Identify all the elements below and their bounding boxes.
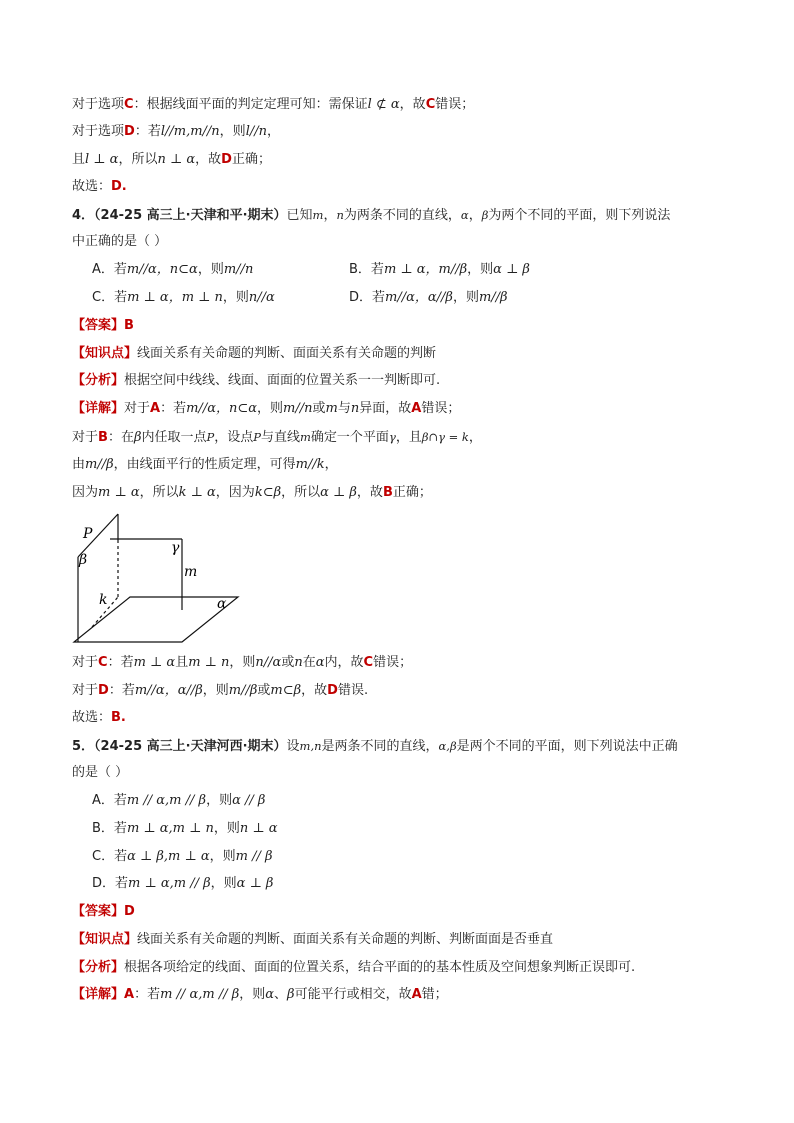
q4-stem-cont: 中正确的是（ ） bbox=[72, 234, 168, 249]
q3-conclusion-line: 且l ⊥ α，所以n ⊥ α，故D正确； bbox=[72, 152, 271, 167]
label-beta: β bbox=[79, 552, 88, 568]
q4-knowledge: 【知识点】线面关系有关命题的判断、面面关系有关命题的判断 bbox=[72, 346, 437, 361]
q4-detail-a: 【详解】对于A：若m//α，n⊂α，则m//n或m与n异面，故A错误； bbox=[72, 401, 461, 416]
q3-choice-line: 故选：D. bbox=[72, 179, 127, 194]
q4-analysis: 【分析】根据空间中线线、线面、面面的位置关系一一判断即可. bbox=[72, 373, 441, 388]
q5-knowledge: 【知识点】线面关系有关命题的判断、面面关系有关命题的判断、判断面面是否垂直 bbox=[72, 932, 554, 947]
q4-choice: 故选：B. bbox=[72, 710, 126, 725]
q5-option-d[interactable]: D．若m ⊥ α,m // β，则α ⊥ β bbox=[92, 876, 274, 891]
label-gamma: γ bbox=[171, 540, 180, 556]
q5-analysis: 【分析】根据各项给定的线面、面面的位置关系，结合平面的的基本性质及空间想象判断正误即可. bbox=[72, 960, 636, 975]
label-alpha: α bbox=[217, 596, 227, 612]
q5-option-c[interactable]: C．若α ⊥ β,m ⊥ α，则m // β bbox=[92, 849, 273, 864]
label-m: m bbox=[184, 564, 198, 580]
q4-option-a[interactable]: A．若m//α，n⊂α，则m//n bbox=[92, 262, 254, 277]
q4-option-c[interactable]: C．若m ⊥ α，m ⊥ n，则n//α bbox=[92, 290, 275, 305]
q4-detail-b2: 由m//β，由线面平行的性质定理，可得m//k， bbox=[72, 457, 338, 472]
q5-option-b[interactable]: B．若m ⊥ α,m ⊥ n，则n ⊥ α bbox=[92, 821, 278, 836]
q4-detail-d: 对于D：若m//α，α//β，则m//β或m⊂β，故D错误. bbox=[72, 683, 369, 698]
q3-option-d-line: 对于选项D：若l//m,m//n，则l//n， bbox=[72, 124, 280, 139]
q4-detail-b: 对于B：在β内任取一点P，设点P与直线m确定一个平面γ，且β∩γ = k， bbox=[72, 430, 482, 445]
q4-answer: 【答案】B bbox=[72, 318, 134, 333]
q5-stem-cont: 的是（ ） bbox=[72, 765, 129, 780]
q4-option-b[interactable]: B．若m ⊥ α，m//β，则α ⊥ β bbox=[349, 262, 530, 277]
q4-stem: 4．（24-25 高三上·天津和平·期末）已知m，n为两条不同的直线，α，β为两个不同的平面，则下列说法 bbox=[72, 208, 671, 223]
label-p: P bbox=[83, 526, 93, 542]
geometry-figure bbox=[70, 510, 245, 650]
q5-stem: 5．（24-25 高三上·天津河西·期末）设m,n是两条不同的直线，α,β是两个不同的平面，则下列说法中正确 bbox=[72, 739, 678, 754]
q4-detail-b3: 因为m ⊥ α，所以k ⊥ α，因为k⊂β，所以α ⊥ β，故B正确； bbox=[72, 485, 432, 500]
q5-option-a[interactable]: A．若m // α,m // β，则α // β bbox=[92, 793, 266, 808]
q5-answer: 【答案】D bbox=[72, 904, 135, 919]
q4-option-d[interactable]: D．若m//α，α//β，则m//β bbox=[349, 290, 508, 305]
q3-option-c-line: 对于选项C：根据线面平面的判定定理可知：需保证l ⊄ α，故C错误； bbox=[72, 97, 475, 112]
q4-detail-c: 对于C：若m ⊥ α且m ⊥ n，则n//α或n在α内，故C错误； bbox=[72, 655, 413, 670]
label-k: k bbox=[99, 592, 108, 608]
q5-detail-a: 【详解】A：若m // α,m // β，则α、β可能平行或相交，故A错； bbox=[72, 987, 448, 1002]
